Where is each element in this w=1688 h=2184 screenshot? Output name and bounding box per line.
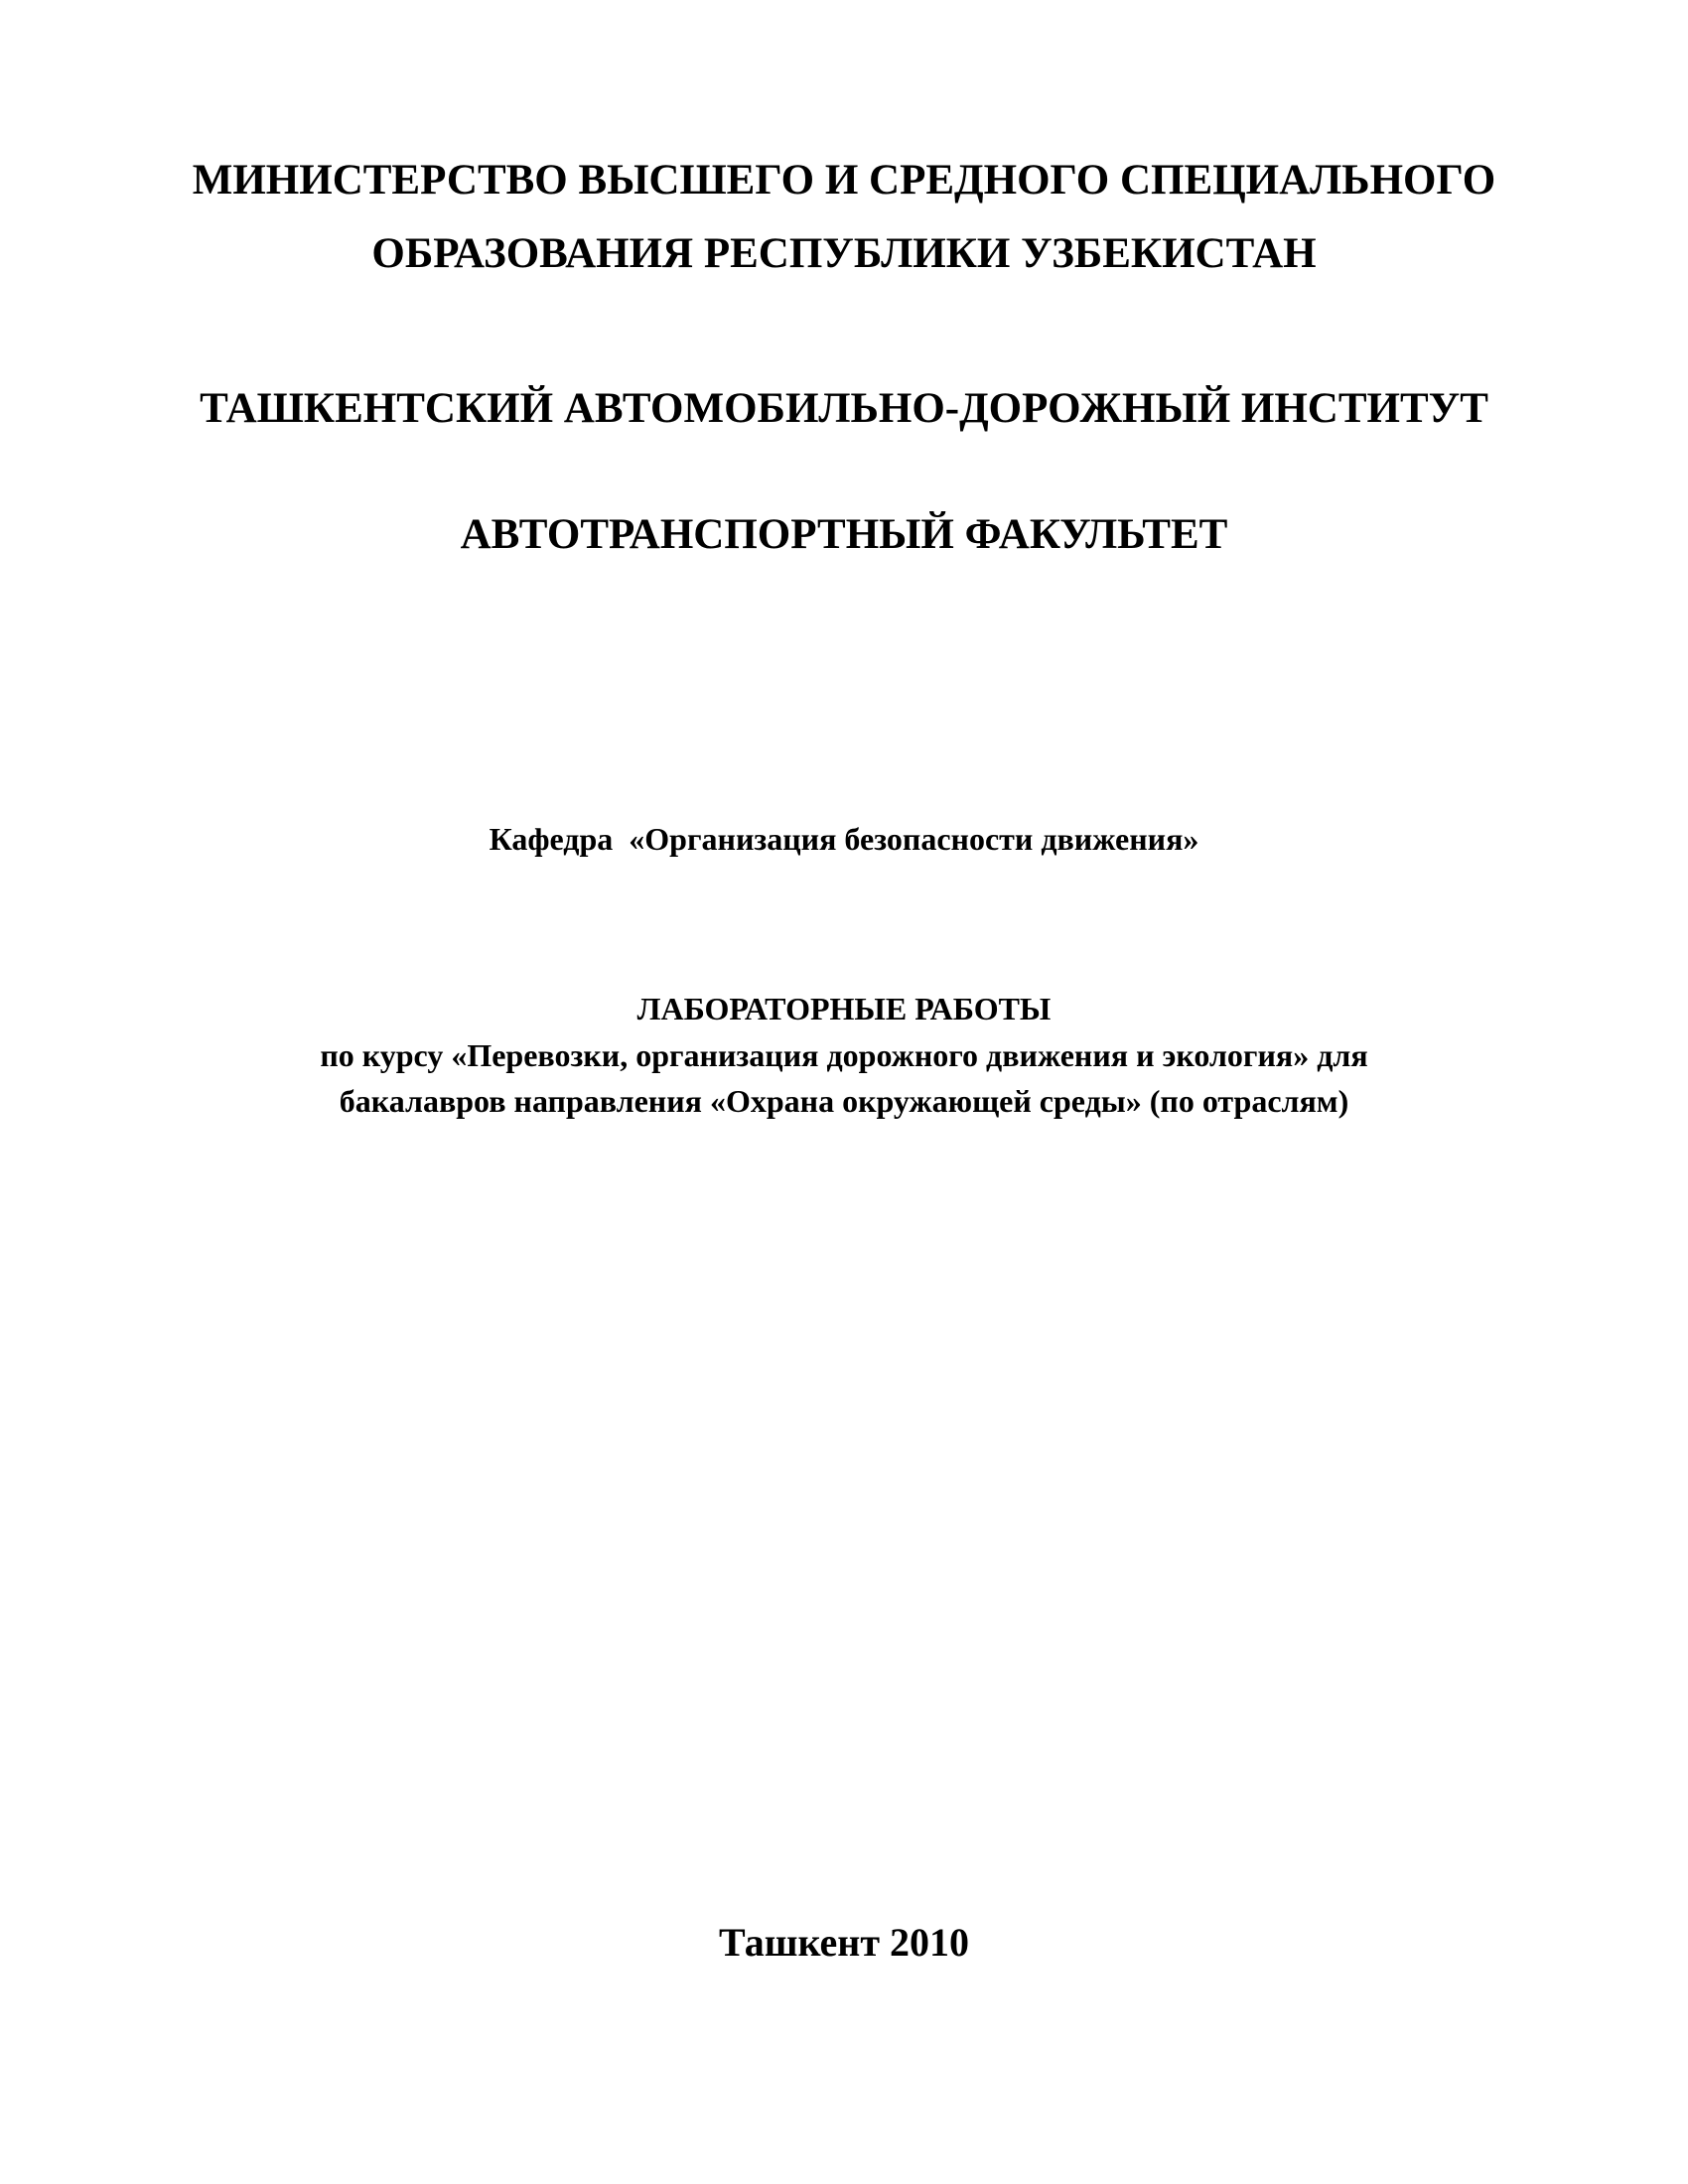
work-title: ЛАБОРАТОРНЫЕ РАБОТЫ — [636, 991, 1052, 1026]
work-description-line-2: бакалавров направления «Охрана окружающей среды» (по отраслям) — [339, 1083, 1349, 1119]
department-name: Кафедра «Организация безопасности движения» — [489, 821, 1199, 857]
faculty-name: АВТОТРАНСПОРТНЫЙ ФАКУЛЬТЕТ — [460, 511, 1228, 558]
city-year: Ташкент 2010 — [719, 1920, 969, 1965]
ministry-line-1: МИНИСТЕРСТВО ВЫСШЕГО И СРЕДНОГО СПЕЦИАЛЬНОГО — [192, 157, 1496, 204]
institute-name: ТАШКЕНТСКИЙ АВТОМОБИЛЬНО-ДОРОЖНЫЙ ИНСТИТУТ — [200, 385, 1488, 432]
work-description-line-1: по курсу «Перевозки, организация дорожного движения и экология» для — [320, 1037, 1368, 1073]
ministry-line-2: ОБРАЗОВАНИЯ РЕСПУБЛИКИ УЗБЕКИСТАН — [371, 230, 1317, 277]
